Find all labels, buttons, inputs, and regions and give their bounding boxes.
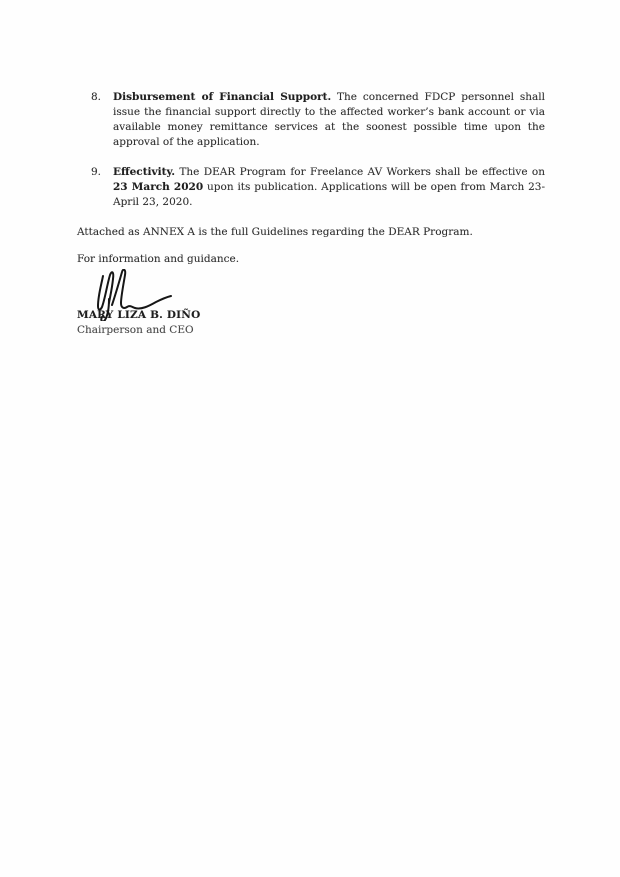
signature-block: [77, 269, 545, 338]
list-item-8: [77, 90, 545, 150]
signature-image: [94, 269, 174, 321]
signatory-name: MARY LIZA B. DIÑO: [77, 309, 201, 321]
closing-note: For information and guidance.: [77, 253, 240, 265]
list-item-9: [77, 165, 545, 210]
annex-note: Attached as ANNEX A is the full Guidelines regarding the DEAR Program.: [77, 226, 473, 238]
list-item-text: Effectivity. The DEAR Program for Freelance AV Workers shall be effective on 23 March 2020 upon its publication. Applications will be open from March 23- April 23, 2020.: [113, 166, 546, 208]
list-item-number: 8.: [91, 91, 102, 103]
list-item-text: Disbursement of Financial Support. The concerned FDCP personnel shall issue the financial support directly to the affected worker’s bank account or via available money remittance services at the soonest possible time upon the approval of the application.: [113, 91, 546, 148]
signatory-title: Chairperson and CEO: [77, 324, 194, 336]
document-body: [77, 90, 545, 338]
list-item-number: 9.: [91, 166, 102, 178]
